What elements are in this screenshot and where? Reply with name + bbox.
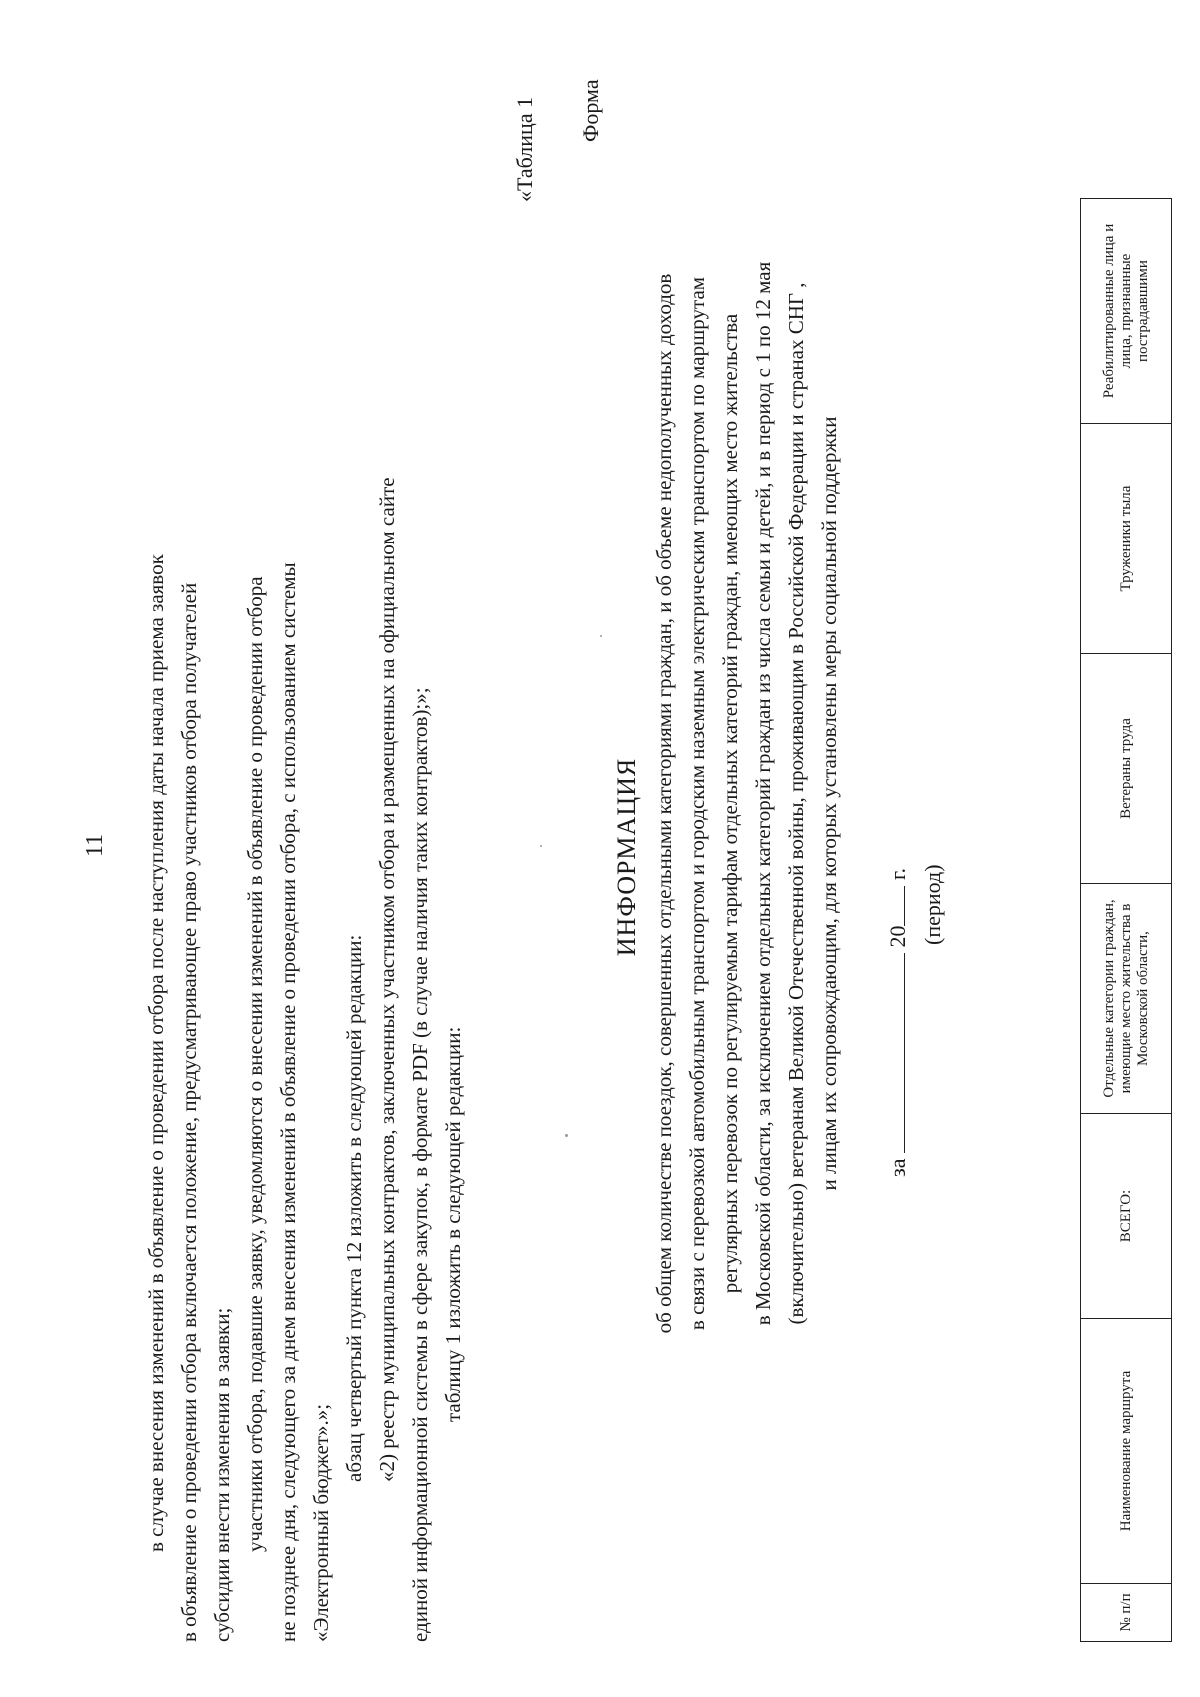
period-line [884, 868, 911, 1177]
title-description [648, 0, 846, 1697]
table-header-cell: Отдельные категории граждан, имеющие место жительства в Московской области, [1081, 884, 1172, 1114]
description-line: (включительно) ветеранам Великой Отечественной войны, проживающим в Российской Федерации и странах СНГ , [784, 282, 808, 1325]
description-line: в Московской области, за исключением отдельных категорий граждан из числа семьи и детей, и в период с 1 по 12 мая [751, 261, 775, 1326]
scan-speck [565, 1134, 568, 1137]
page-number: 11 [82, 833, 108, 857]
paragraph-line: абзац четвертый пункта 12 изложить в следующей редакции: [342, 934, 366, 1482]
period-caption: (период) [920, 864, 945, 945]
table-header-cell: № п/п [1081, 1584, 1172, 1642]
table-header-cell: Наименование маршрута [1081, 1319, 1172, 1584]
form-label: Форма [578, 79, 603, 142]
year-prefix: 20 [885, 925, 910, 948]
form-table [1080, 198, 1172, 1642]
period-suffix: г. [885, 867, 910, 881]
paragraph-line: «Электронный бюджет».»; [309, 1403, 333, 1642]
period-prefix: за [885, 1158, 910, 1177]
period-blank[interactable] [884, 953, 905, 1153]
paragraph-line: участники отбора, подавшие заявку, уведомляются о внесении изменений в объявление о проведении отбора [243, 576, 267, 1552]
year-blank[interactable] [884, 886, 905, 926]
body-text [140, 52, 470, 1642]
paragraph-line: «2) реестр муниципальных контрактов, заключенных участником отбора и размещенных на официальном сайте [375, 477, 399, 1482]
paragraph-line: в объявление о проведении отбора включается положение, предусматривающее право участников отбора получателей [177, 582, 201, 1642]
description-line: и лицам их сопровождающим, для которых установлены меры социальной поддержки [817, 416, 841, 1191]
description-line: об общем количестве поездок, совершенных отдельными категориями граждан, и об объеме недополученных доходов [652, 273, 676, 1334]
table-header-cell: ВСЕГО: [1081, 1114, 1172, 1319]
paragraph-line: единой информационной системы в сфере закупок, в формате PDF (в случае наличия таких контрактов);»; [408, 687, 432, 1642]
table-header-row [1081, 199, 1172, 1642]
table-header-cell: Реабилитированные лица и лица, признанные пострадавшими [1081, 199, 1172, 424]
description-line: регулярных перевозок по регулируемым тарифам отдельных категорий граждан, имеющих место жительства [718, 313, 742, 1294]
scan-speck [540, 845, 542, 847]
paragraph-line: в случае внесения изменений в объявление о проведении отбора после наступления даты начала приема заявок [144, 554, 168, 1552]
paragraph-line: субсидии внести изменения в заявки; [210, 1307, 234, 1642]
table-label: «Таблица 1 [512, 96, 537, 202]
description-line: в связи с перевозкой автомобильным транспортом и городским наземным электрическим транспортом по маршрутам [685, 276, 709, 1331]
table-header-cell: Ветераны труда [1081, 654, 1172, 884]
table-header-cell: Труженики тыла [1081, 424, 1172, 654]
document-title: ИНФОРМАЦИЯ [612, 757, 641, 957]
paragraph-line: не позднее дня, следующего за днем внесения изменений в объявление о проведении отбора, с использованием системы [276, 562, 300, 1642]
paragraph-line: таблицу 1 изложить в следующей редакции: [441, 1026, 465, 1422]
scan-speck [600, 635, 602, 637]
